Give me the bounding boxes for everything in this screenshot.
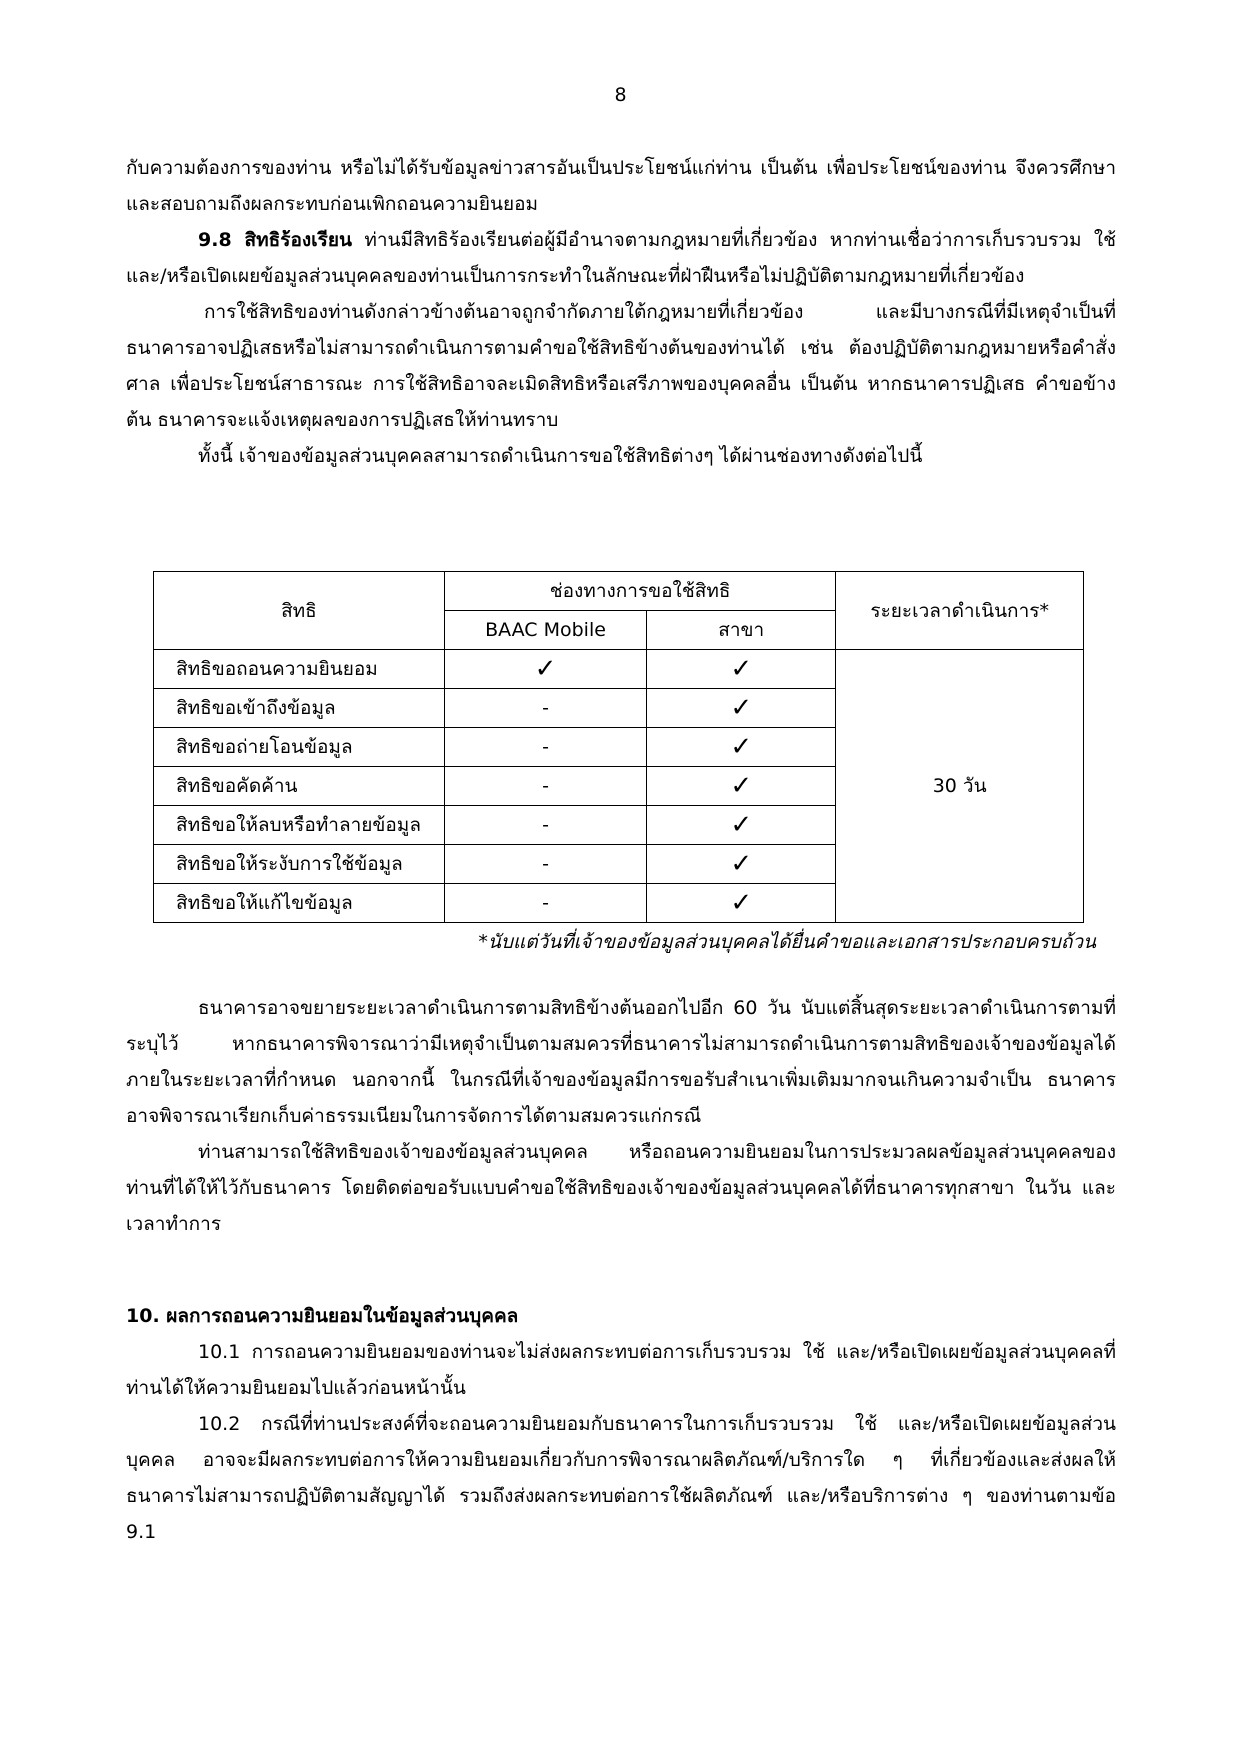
table-footnote: *นับแต่วันที่เจ้าของข้อมูลส่วนบุคคลได้ยื่นคำขอและเอกสารประกอบครบถ้วน xyxy=(478,931,1096,953)
paragraph-complaint-right xyxy=(126,222,1116,294)
right-name: สิทธิขอให้ระงับการใช้ข้อมูล xyxy=(154,845,445,884)
right-name: สิทธิขอให้ลบหรือทำลายข้อมูล xyxy=(154,806,445,845)
right-name: สิทธิขอเข้าถึงข้อมูล xyxy=(154,689,445,728)
mobile-availability: - xyxy=(444,845,646,884)
right-name: สิทธิขอถอนความยินยอม xyxy=(154,650,445,689)
mobile-availability: - xyxy=(444,767,646,806)
header-right: สิทธิ xyxy=(154,572,445,650)
complaint-right-body: ท่านมีสิทธิร้องเรียนต่อผู้มีอำนาจตามกฎหมายที่เกี่ยวข้อง หากท่านเชื่อว่าการเก็บรวบรวม ใช้ และ/หรือเปิดเผยข้อมูลส่วนบุคคลของท่านเป็นการกระทำในลักษณะที่ฝ่าฝืนหรือไม่ปฏิบัติตามกฎหมายที่เกี่ยวข้อง xyxy=(126,229,1116,287)
page-number: 8 xyxy=(614,84,627,106)
mobile-availability: - xyxy=(444,728,646,767)
right-name: สิทธิขอให้แก้ไขข้อมูล xyxy=(154,884,445,923)
period-value: 30 วัน xyxy=(836,650,1084,923)
paragraph-10-1: 10.1 การถอนความยินยอมของท่านจะไม่ส่งผลกระทบต่อการเก็บรวบรวม ใช้ และ/หรือเปิดเผยข้อมูลส่วนบุคคลที่ท่านได้ให้ความยินยอมไปแล้วก่อนหน้านั้น xyxy=(126,1341,1116,1399)
paragraph-10-2: 10.2 กรณีที่ท่านประสงค์ที่จะถอนความยินยอมกับธนาคารในการเก็บรวบรวม ใช้ และ/หรือเปิดเผยข้อมูลส่วนบุคคล อาจจะมีผลกระทบต่อการให้ความยินยอมเกี่ยวกับการพิจารณาผลิตภัณฑ์/บริการใด ๆ ที่เกี่ยวข้องและส่งผลให้ธนาคารไม่สามารถปฏิบัติตามสัญญาได้ รวมถึงส่งผลกระทบต่อการใช้ผลิตภัณฑ์ และ/หรือบริการต่าง ๆ ของท่านตามข้อ 9.1 xyxy=(126,1413,1116,1543)
paragraph-limitations: การใช้สิทธิของท่านดังกล่าวข้างต้นอาจถูกจำกัดภายใต้กฎหมายที่เกี่ยวข้อง และมีบางกรณีที่มีเหตุจำเป็นที่ธนาคารอาจปฏิเสธหรือไม่สามารถดำเนินการตามคำขอใช้สิทธิข้างต้นของท่านได้ เช่น ต้องปฏิบัติตามกฎหมายหรือคำสั่งศาล เพื่อประโยชน์สาธารณะ การใช้สิทธิอาจละเมิดสิทธิหรือเสรีภาพของบุคคลอื่น เป็นต้น หากธนาคารปฏิเสธ คำขอข้างต้น ธนาคารจะแจ้งเหตุผลของการปฏิเสธให้ท่านทราบ xyxy=(126,301,1116,431)
section-10-title: 10. ผลการถอนความยินยอมในข้อมูลส่วนบุคคล xyxy=(126,1305,519,1327)
mobile-availability: - xyxy=(444,884,646,923)
mid-content xyxy=(126,990,1116,1242)
right-name: สิทธิขอคัดค้าน xyxy=(154,767,445,806)
mobile-availability: - xyxy=(444,689,646,728)
mobile-availability: ✓ xyxy=(444,650,646,689)
mobile-availability: - xyxy=(444,806,646,845)
header-branch: สาขา xyxy=(647,611,836,650)
paragraph-channels-intro: ทั้งนี้ เจ้าของข้อมูลส่วนบุคคลสามารถดำเนินการขอใช้สิทธิต่างๆ ได้ผ่านช่องทางดังต่อไปนี้ xyxy=(198,445,923,467)
paragraph-how-to-request: ท่านสามารถใช้สิทธิของเจ้าของข้อมูลส่วนบุคคล หรือถอนความยินยอมในการประมวลผลข้อมูลส่วนบุคคลของท่านที่ได้ให้ไว้กับธนาคาร โดยติดต่อขอรับแบบคำขอใช้สิทธิของเจ้าของข้อมูลส่วนบุคคลได้ที่ธนาคารทุกสาขา ในวัน และเวลาทำการ xyxy=(126,1141,1116,1235)
header-channel: ช่องทางการขอใช้สิทธิ xyxy=(444,572,835,611)
right-name: สิทธิขอถ่ายโอนข้อมูล xyxy=(154,728,445,767)
paragraph-extension: ธนาคารอาจขยายระยะเวลาดำเนินการตามสิทธิข้างต้นออกไปอีก 60 วัน นับแต่สิ้นสุดระยะเวลาดำเนินการตามที่ระบุไว้ หากธนาคารพิจารณาว่ามีเหตุจำเป็นตามสมควรที่ธนาคารไม่สามารถดำเนินการตามสิทธิของเจ้าของข้อมูลได้ภายในระยะเวลาที่กำหนด นอกจากนี้ ในกรณีที่เจ้าของข้อมูลมีการขอรับสำเนาเพิ่มเติมมากจนเกินความจำเป็น ธนาคารอาจพิจารณาเรียกเก็บค่าธรรมเนียมในการจัดการได้ตามสมควรแก่กรณี xyxy=(126,997,1116,1127)
paragraph-continuation: กับความต้องการของท่าน หรือไม่ได้รับข้อมูลข่าวสารอันเป็นประโยชน์แก่ท่าน เป็นต้น เพื่อประโยชน์ของท่าน จึงควรศึกษาและสอบถามถึงผลกระทบก่อนเพิกถอนความยินยอม xyxy=(126,157,1116,215)
branch-availability: ✓ xyxy=(647,845,836,884)
table-row xyxy=(154,650,1084,689)
branch-availability: ✓ xyxy=(647,767,836,806)
header-period: ระยะเวลาดำเนินการ* xyxy=(836,572,1084,650)
branch-availability: ✓ xyxy=(647,806,836,845)
branch-availability: ✓ xyxy=(647,728,836,767)
section-10 xyxy=(126,1298,1116,1550)
branch-availability: ✓ xyxy=(647,689,836,728)
header-baac-mobile: BAAC Mobile xyxy=(444,611,646,650)
section-heading-9-8: 9.8 สิทธิร้องเรียน xyxy=(198,229,352,251)
rights-table xyxy=(153,571,1084,923)
branch-availability: ✓ xyxy=(647,884,836,923)
top-content xyxy=(126,150,1116,474)
branch-availability: ✓ xyxy=(647,650,836,689)
